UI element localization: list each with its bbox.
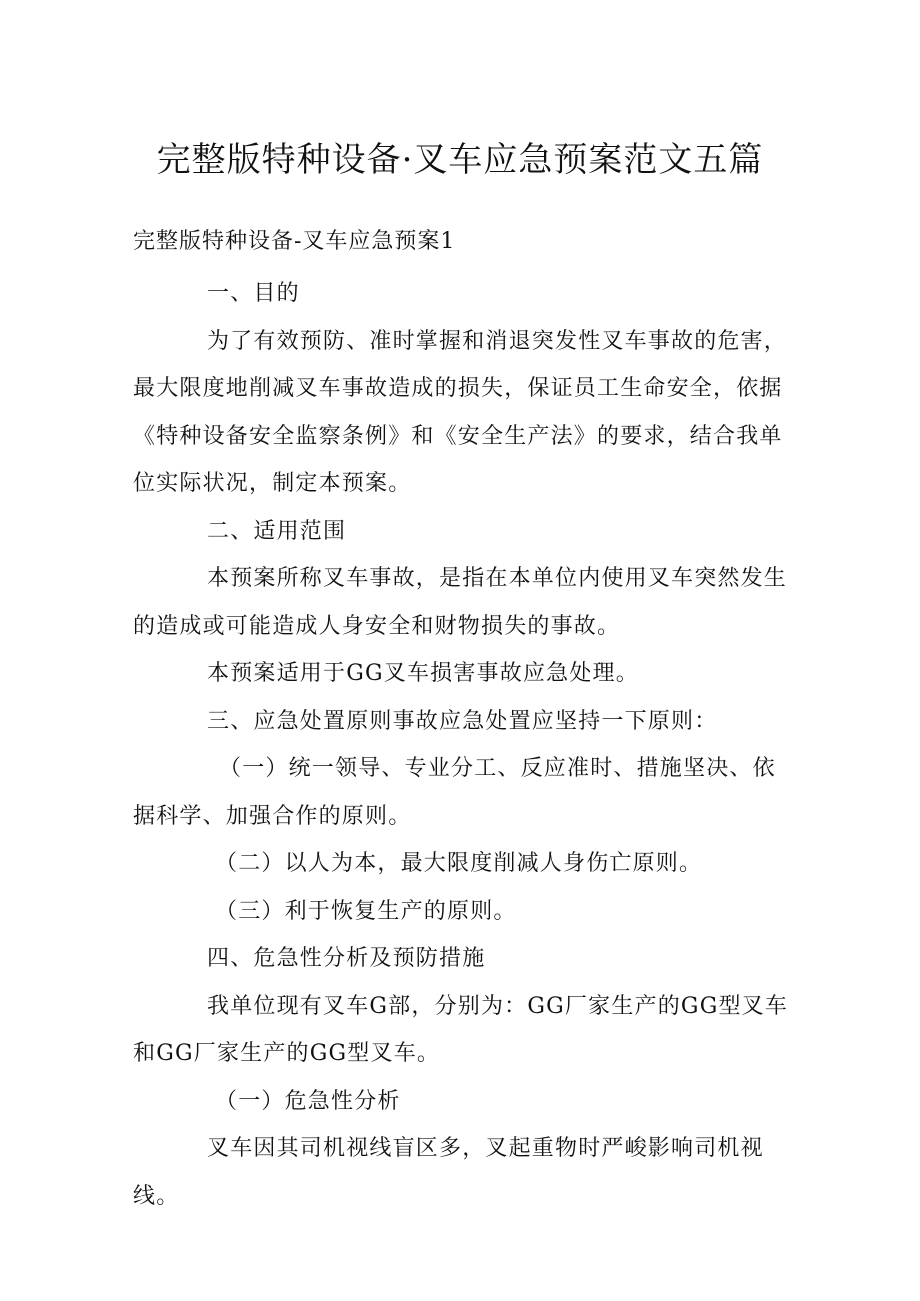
paragraph-scope: 本预案所称叉车事故，是指在本单位内使用叉车突然发生的造成或可能造成人身安全和财物损失的事故。 xyxy=(133,566,788,639)
subheading-risk-analysis: （一）危急性分析 xyxy=(215,1088,401,1114)
section-heading: 完整版特种设备-叉车应急预案1 xyxy=(133,229,456,254)
principle-item-1: （一）统一领导、专业分工、反应准时、措施坚决、依据科学、加强合作的原则。 xyxy=(133,756,776,829)
heading-scope: 二、适用范围 xyxy=(207,518,347,544)
paragraph-purpose: 为了有效预防、准时掌握和消退突发性叉车事故的危害，最大限度地削减叉车事故造成的损失，保证员工生命安全，依据《特种设备安全监察条例》和《安全生产法》的要求，结合我单位实际状况，制定本预案。 xyxy=(133,328,788,496)
paragraph-risk-analysis: 叉车因其司机视线盲区多，叉起重物时严峻影响司机视线。 xyxy=(133,1136,764,1209)
principle-item-3: （三）利于恢复生产的原则。 xyxy=(215,898,517,924)
heading-risk-analysis: 四、危急性分析及预防措施 xyxy=(207,946,486,971)
principle-item-2: （二）以人为本，最大限度削减人身伤亡原则。 xyxy=(215,851,703,876)
document-title: 完整版特种设备·叉车应急预案范文五篇 xyxy=(156,140,764,180)
document-body xyxy=(133,270,793,1220)
paragraph-scope-applicability: 本预案适用于GG叉车损害事故应急处理。 xyxy=(207,661,639,686)
paragraph-forklift-inventory: 我单位现有叉车G部，分别为：GG厂家生产的GG型叉车和GG厂家生产的GG型叉车。 xyxy=(133,993,789,1066)
heading-principles: 三、应急处置原则事故应急处置应坚持一下原则： xyxy=(207,708,718,734)
heading-purpose: 一、目的 xyxy=(207,281,300,306)
